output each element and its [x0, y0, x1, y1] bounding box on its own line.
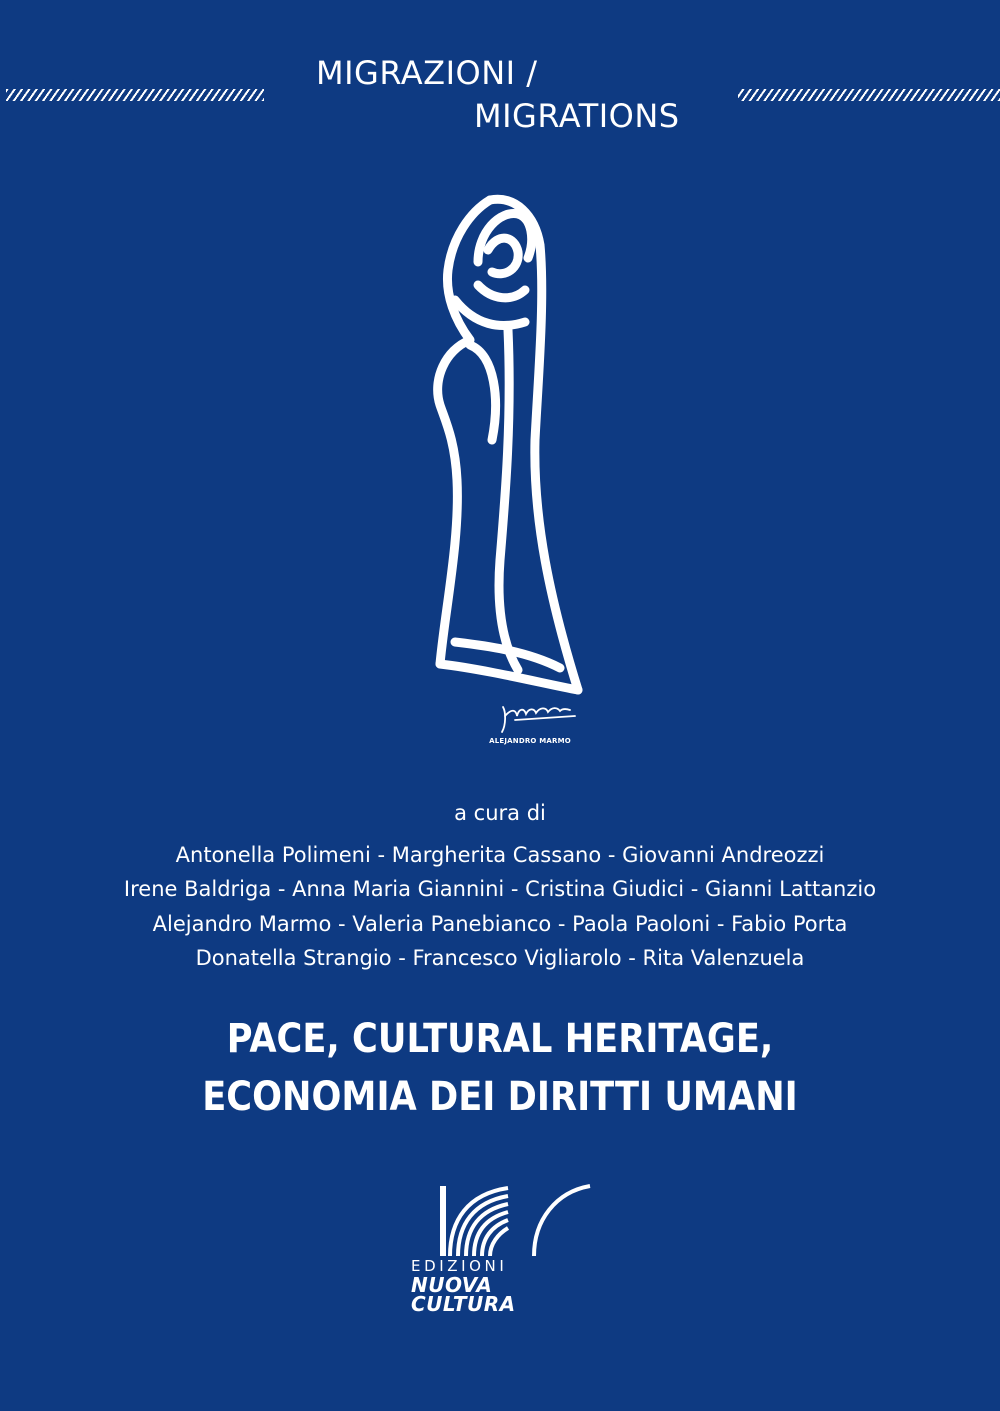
curators-line: Donatella Strangio - Francesco Vigliarolo - Rita Valenzuela	[195, 946, 805, 970]
publisher-logo	[411, 1256, 541, 1314]
curators-line: Irene Baldriga - Anna Maria Giannini - Cristina Giudici - Gianni Lattanzio	[123, 877, 877, 901]
curators-line: Alejandro Marmo - Valeria Panebianco - Paola Paoloni - Fabio Porta	[152, 911, 848, 936]
publisher-line-3: CULTURA	[411, 1292, 516, 1316]
curators-label: a cura di	[454, 801, 546, 825]
series-title-line-2: MIGRATIONS	[474, 97, 680, 135]
publisher-line-1: EDIZIONI	[411, 1257, 508, 1275]
curators-line: Antonella Polimeni - Margherita Cassano - Giovanni Andreozzi	[175, 842, 825, 867]
book-title-line-2: ECONOMIA DEI DIRITTI UMANI	[202, 1074, 798, 1120]
book-title-line-1: PACE, CULTURAL HERITAGE,	[226, 1016, 774, 1062]
series-title-line-1: MIGRAZIONI /	[316, 54, 538, 92]
artist-name: ALEJANDRO MARMO	[489, 737, 571, 745]
curators-block	[0, 796, 1000, 976]
publisher-line-2: NUOVA	[411, 1273, 493, 1297]
artist-signature-icon	[502, 707, 575, 732]
nuova-cultura-arcs-logo-icon	[438, 1180, 598, 1260]
book-title	[60, 1010, 940, 1126]
